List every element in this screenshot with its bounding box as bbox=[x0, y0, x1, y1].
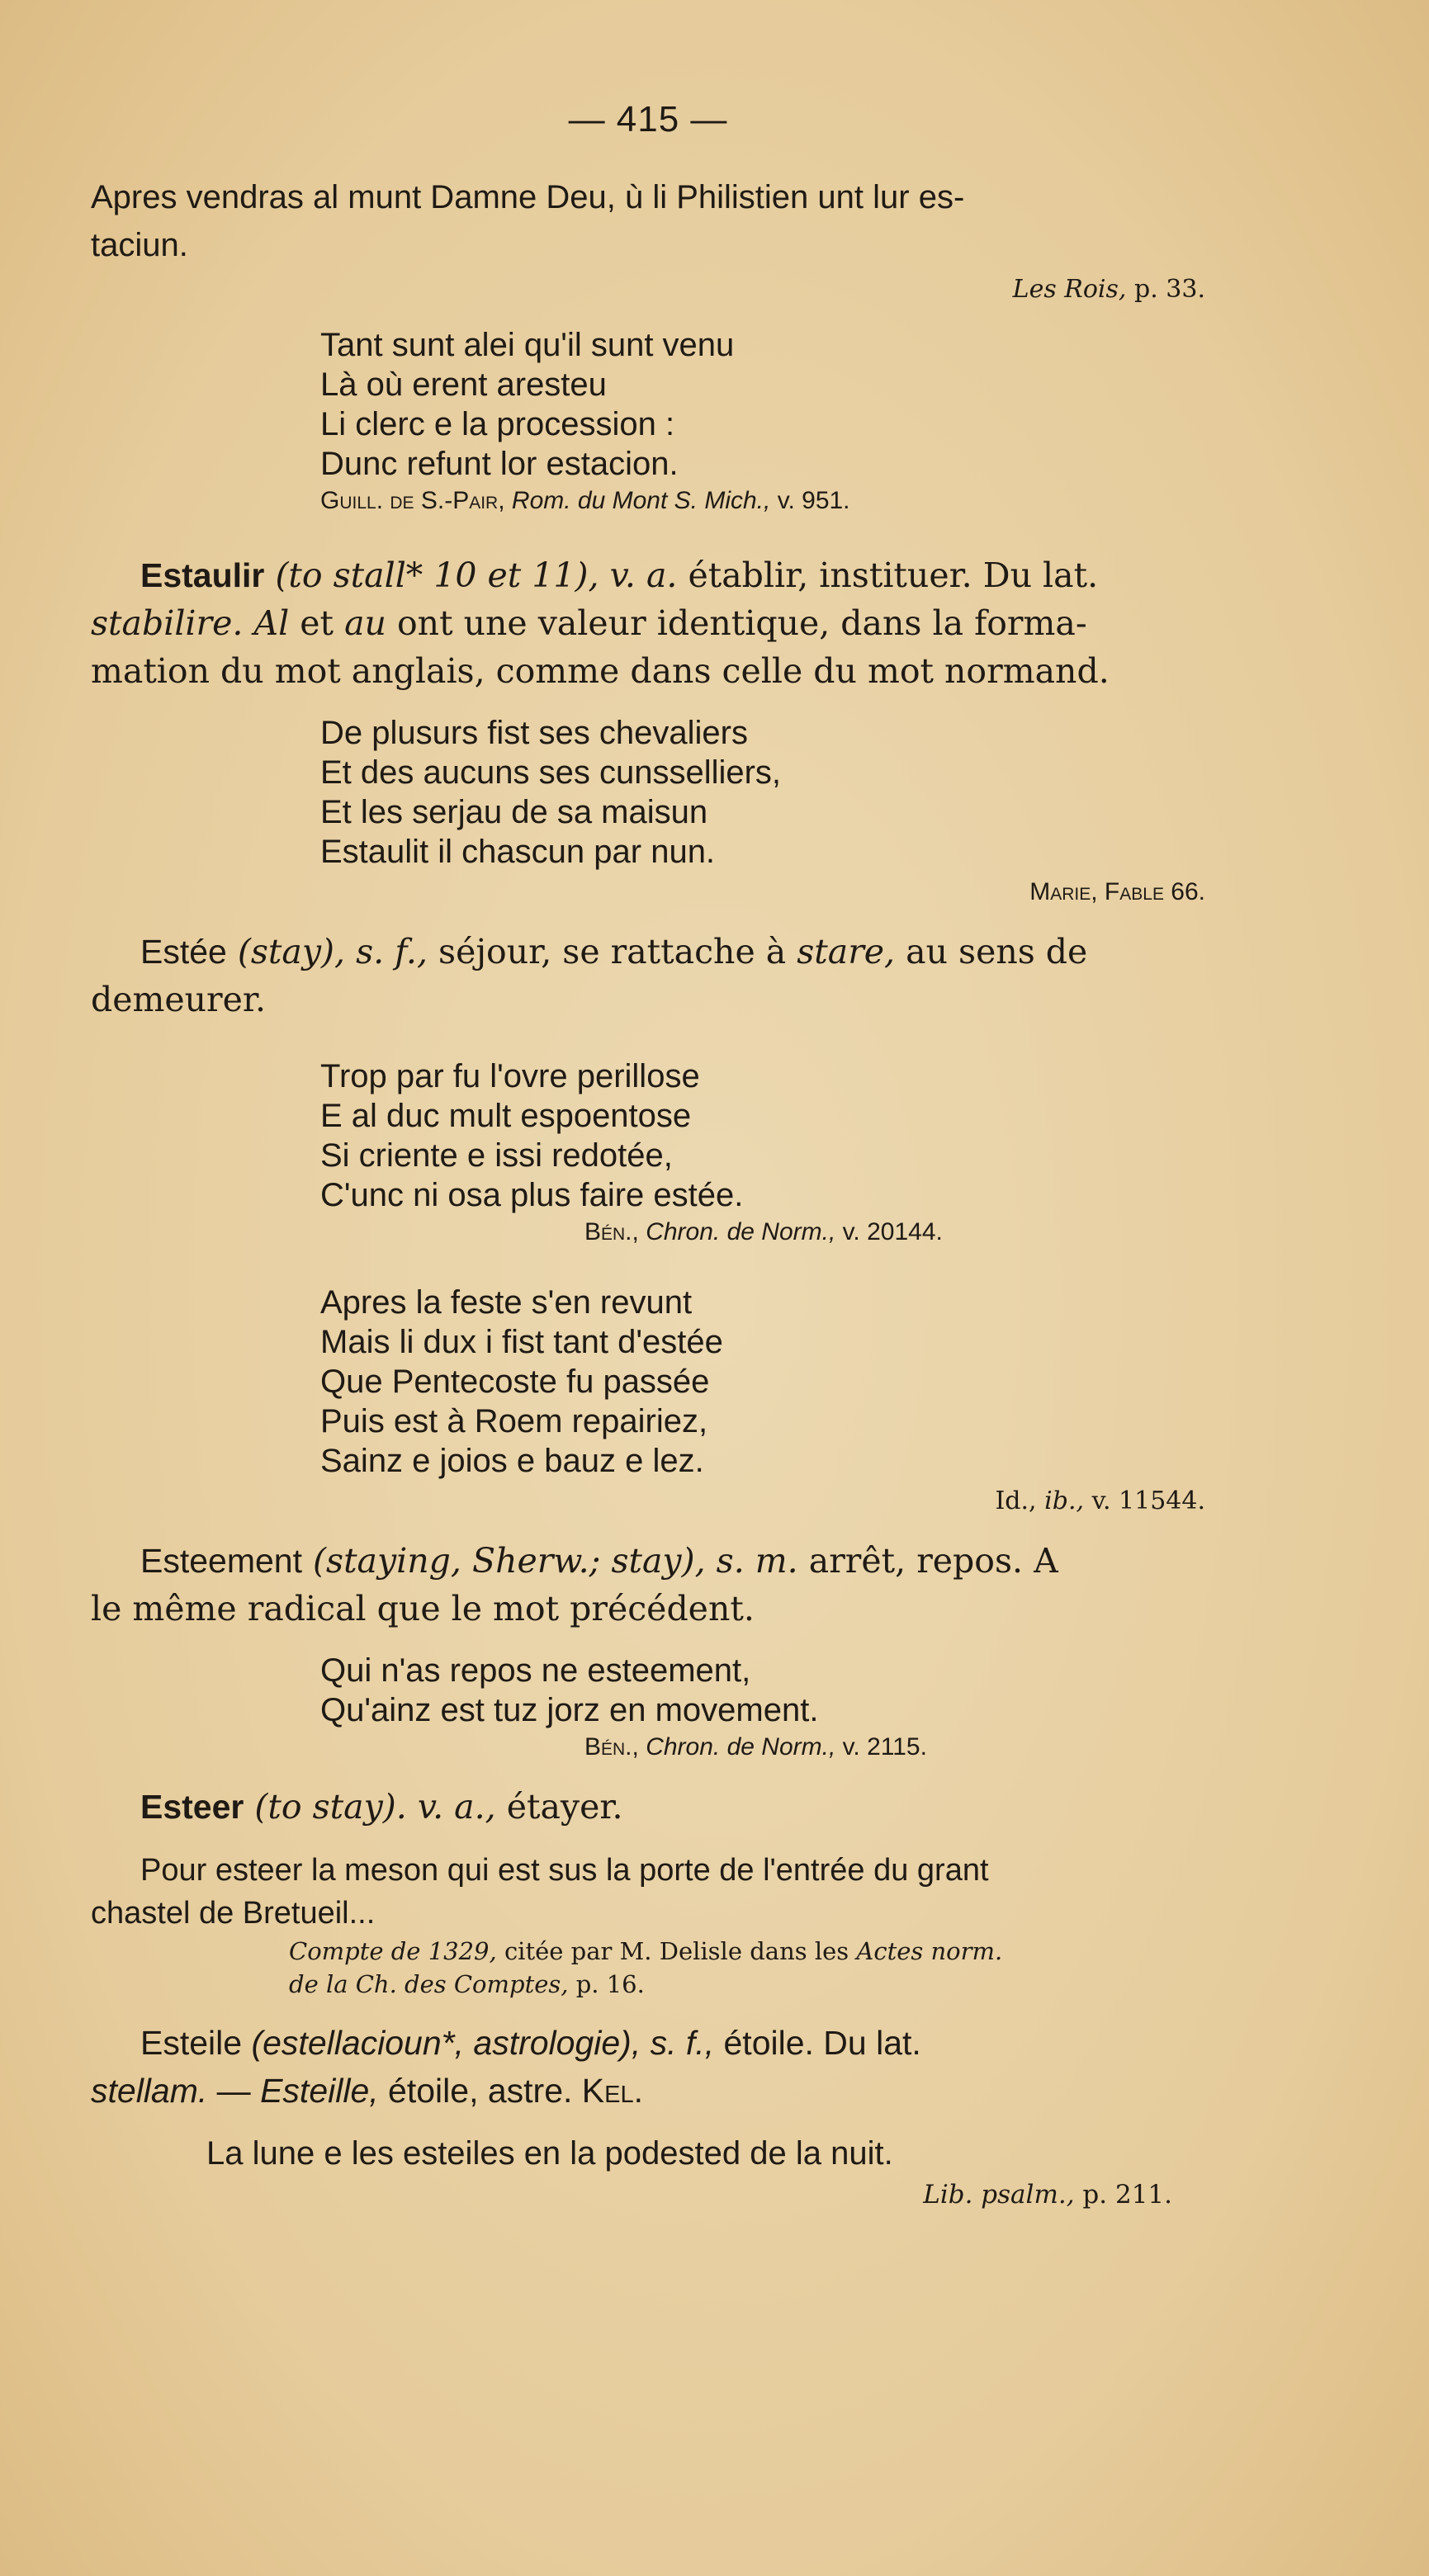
latin-etymon: stellam. bbox=[91, 2072, 208, 2110]
definition: séjour, se rattache à bbox=[438, 932, 787, 971]
variant-form: Esteille, bbox=[260, 2072, 379, 2110]
entry-estaulir-line3: mation du mot anglais, comme dans celle du mot normand. bbox=[91, 651, 1110, 691]
entry-headword: Estaulir bbox=[140, 556, 265, 594]
verse-3 bbox=[320, 1056, 1205, 1250]
citation-author: Bén., bbox=[584, 1733, 639, 1761]
verse-5-citation bbox=[584, 1730, 1205, 1765]
verse-1-citation bbox=[320, 484, 1205, 518]
part-of-speech: s. f., bbox=[650, 2024, 715, 2062]
page-number: — 415 — bbox=[568, 99, 728, 139]
entry-estaulir bbox=[91, 551, 1205, 695]
verse-1 bbox=[320, 325, 1205, 518]
verse-line: Tant sunt alei qu'il sunt venu bbox=[320, 327, 735, 363]
verse-line: Mais li dux i fist tant d'estée bbox=[320, 1324, 723, 1360]
word-au: au bbox=[344, 603, 386, 643]
verse-line: La lune e les esteiles en la podested de la nuit. bbox=[206, 2135, 893, 2172]
english-equivalent: (staying, Sherw.; stay), bbox=[313, 1541, 706, 1581]
dash: — bbox=[216, 2072, 251, 2110]
entry-esteile-line1 bbox=[91, 2019, 1205, 2067]
verse-line: Là où erent aresteu bbox=[320, 366, 607, 403]
english-equivalent: (to stall* 10 et 11), bbox=[275, 555, 599, 595]
citation-ref: v. 2115. bbox=[842, 1733, 927, 1761]
citation-author: Bén., bbox=[584, 1218, 639, 1245]
verse-line: Sainz e joios e bauz e lez. bbox=[320, 1443, 704, 1479]
part-of-speech: s. f., bbox=[356, 932, 428, 971]
english-equivalent: (estellacioun*, astrologie), bbox=[251, 2024, 641, 2062]
entry-esteile-line2 bbox=[91, 2067, 1205, 2115]
verse-line: Li clerc e la procession : bbox=[320, 406, 675, 442]
verse-4-citation bbox=[91, 1484, 1205, 1519]
citation-ref: p. 211. bbox=[1082, 2180, 1172, 2210]
citation-title: Chron. de Norm., bbox=[646, 1218, 836, 1245]
part-of-speech: s. m. bbox=[716, 1541, 798, 1581]
quote-esteer-citation-line2 bbox=[289, 1968, 1205, 2001]
citation-title: Lib. psalm., bbox=[923, 2180, 1075, 2210]
entry-esteement-line2: le même radical que le mot précédent. bbox=[91, 1589, 755, 1628]
definition-cont: étoile, astre. bbox=[388, 2072, 573, 2110]
citation-title: Chron. de Norm., bbox=[646, 1733, 836, 1761]
verse-line: Et les serjau de sa maisun bbox=[320, 794, 708, 830]
source-abbrev: Kel. bbox=[581, 2072, 644, 2110]
entry-esteement bbox=[91, 1537, 1205, 1633]
citation-title: Les Rois, bbox=[1012, 275, 1127, 304]
entry-text: ont une valeur identique, dans la forma- bbox=[396, 603, 1087, 643]
verse-3-citation bbox=[584, 1215, 1205, 1250]
verse-2-citation bbox=[91, 875, 1205, 910]
entry-esteement-line1 bbox=[91, 1537, 1205, 1585]
page-content bbox=[91, 99, 1205, 2212]
entry-headword: Esteile bbox=[140, 2024, 243, 2062]
verse-line: Et des aucuns ses cunsselliers, bbox=[320, 754, 782, 791]
citation-ref: p. 33. bbox=[1134, 275, 1205, 304]
verse-line: Estaulit il chascun par nun. bbox=[320, 834, 716, 870]
citation-ref: v. 20144. bbox=[842, 1218, 943, 1245]
intro-quote-line1: Apres vendras al munt Damne Deu, ù li Philistien unt lur es- bbox=[91, 179, 965, 215]
quote-esteer-line2: chastel de Bretueil... bbox=[91, 1896, 376, 1931]
verse-2 bbox=[320, 713, 1205, 872]
quote-esteer bbox=[91, 1849, 1205, 2001]
entry-headword: Esteer bbox=[140, 1788, 244, 1826]
citation-ref: p. 16. bbox=[575, 1970, 645, 1998]
citation-ref: v. 951. bbox=[777, 487, 850, 514]
citation-title: Rom. du Mont S. Mich., bbox=[511, 487, 771, 514]
entry-headword: Estée bbox=[140, 933, 227, 971]
entry-esteer-line1 bbox=[91, 1783, 1205, 1831]
verse-line: Dunc refunt lor estacion. bbox=[320, 446, 679, 482]
definition: établir, instituer. Du lat. bbox=[688, 555, 1099, 595]
verse-5 bbox=[320, 1651, 1205, 1765]
citation-author: Id., bbox=[995, 1487, 1037, 1515]
entry-esteile bbox=[91, 2019, 1205, 2115]
entry-headword: Esteement bbox=[140, 1542, 302, 1580]
citation-title: de la Ch. des Comptes, bbox=[289, 1970, 569, 1998]
entry-estee-line2: demeurer. bbox=[91, 980, 267, 1019]
quote-esteer-line1: Pour esteer la meson qui est sus la porte de l'entrée du grant bbox=[140, 1853, 989, 1888]
citation-mid: citée par M. Delisle dans les bbox=[504, 1937, 849, 1965]
verse-6-citation bbox=[91, 2177, 1205, 2212]
verse-line: Puis est à Roem repairiez, bbox=[320, 1403, 708, 1439]
entry-estaulir-line2 bbox=[91, 599, 1205, 647]
definition-cont: au sens de bbox=[906, 932, 1088, 971]
citation-title: Actes norm. bbox=[856, 1937, 1003, 1965]
latin-etymon: stabilire. bbox=[91, 603, 244, 643]
verse-line: Trop par fu l'ovre perillose bbox=[320, 1058, 700, 1094]
citation-ref: v. 11544. bbox=[1091, 1487, 1205, 1515]
intro-quote-citation bbox=[91, 272, 1205, 307]
latin-etymon: stare, bbox=[797, 932, 896, 971]
citation-text: Marie, Fable 66. bbox=[1029, 878, 1205, 905]
entry-estee bbox=[91, 928, 1205, 1023]
verse-6 bbox=[206, 2133, 1205, 2174]
entry-esteer bbox=[91, 1783, 1205, 1831]
definition: étayer. bbox=[506, 1787, 623, 1827]
verse-line: Apres la feste s'en revunt bbox=[320, 1284, 693, 1321]
english-equivalent: (stay), bbox=[237, 932, 346, 971]
citation-author: Guill. de S.-Pair, bbox=[320, 487, 505, 514]
verse-line: Qu'ainz est tuz jorz en movement. bbox=[320, 1692, 819, 1728]
entry-estaulir-line1 bbox=[91, 551, 1205, 599]
verse-line: De plusurs fist ses chevaliers bbox=[320, 715, 748, 751]
word-et: et bbox=[300, 603, 334, 643]
citation-title: ib., bbox=[1044, 1487, 1085, 1515]
verse-line: Si criente e issi redotée, bbox=[320, 1137, 673, 1174]
english-equivalent: (to stay). bbox=[254, 1787, 407, 1827]
word-al: Al bbox=[253, 603, 290, 643]
intro-quote-line2: taciun. bbox=[91, 227, 188, 263]
definition: arrêt, repos. A bbox=[808, 1541, 1058, 1581]
citation-title: Compte de 1329, bbox=[289, 1937, 497, 1965]
part-of-speech: v. a., bbox=[417, 1787, 496, 1827]
quote-esteer-citation bbox=[289, 1935, 1205, 1968]
verse-line: E al duc mult espoentose bbox=[320, 1098, 692, 1134]
verse-line: Que Pentecoste fu passée bbox=[320, 1364, 710, 1400]
entry-estee-line1 bbox=[91, 928, 1205, 976]
part-of-speech: v. a. bbox=[609, 555, 678, 595]
verse-line: C'unc ni osa plus faire estée. bbox=[320, 1177, 744, 1213]
verse-line: Qui n'as repos ne esteement, bbox=[320, 1652, 751, 1689]
verse-4 bbox=[320, 1283, 1205, 1481]
intro-quote bbox=[91, 173, 1205, 307]
definition: étoile. Du lat. bbox=[723, 2024, 921, 2062]
